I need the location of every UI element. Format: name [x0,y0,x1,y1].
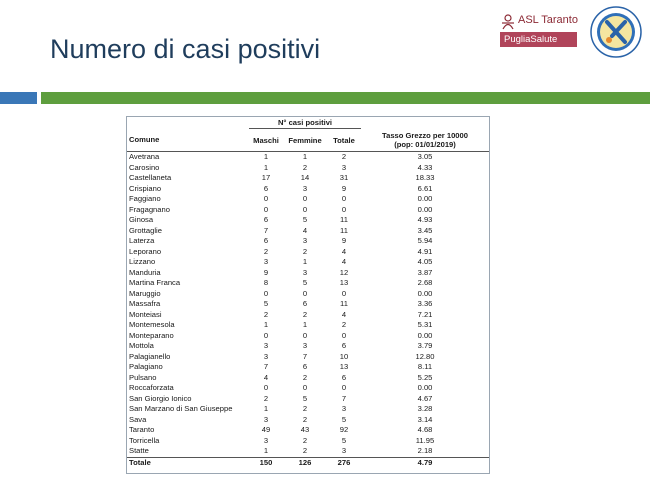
cell-maschi: 5 [263,299,269,308]
cell-femmine: 3 [302,183,308,193]
cell-femmine: 5 [302,215,308,224]
cell-totale: 6 [341,372,347,382]
cell-totale: 0 [341,383,347,392]
table-row [127,425,489,436]
cell-femmine: 7 [302,351,308,361]
table-row [127,436,489,447]
cell-comune: San Marzano di San Giuseppe [129,404,233,413]
table-row [127,320,489,331]
cell-maschi: 3 [263,341,269,350]
cell-tasso: 3.36 [417,299,433,308]
col-tasso-line2: (pop: 01/01/2019) [394,139,456,149]
cell-tasso: 3.05 [417,152,433,161]
cell-tasso: 3.28 [417,404,433,413]
cell-femmine: 0 [302,330,308,340]
cell-tasso: 4.33 [417,162,433,172]
cell-totale: 9 [341,183,347,193]
cell-comune: Carosino [129,162,160,172]
cell-totale: 9 [341,236,347,245]
cell-femmine: 2 [302,309,308,319]
cell-totale: 4 [341,257,347,266]
cell-tasso: 3.14 [417,414,433,424]
table-row [127,247,489,258]
cell-maschi: 9 [263,267,269,277]
cell-comune: Montemesola [129,320,175,329]
col-tasso [361,129,489,152]
table-row [127,194,489,205]
table-row [127,373,489,384]
cell-comune: Lizzano [129,257,156,266]
cell-totale: 7 [341,393,347,403]
cell-totale: 3 [341,404,347,413]
cell-comune: Maruggio [129,288,161,298]
table-row [127,352,489,363]
cell-femmine: 43 [300,425,310,434]
cell-femmine: 0 [302,288,308,298]
col-comune: Comune [129,135,160,145]
cell-totale: 5 [341,414,347,424]
table-row [127,310,489,321]
cell-femmine: 3 [302,341,308,350]
col-femmine: Femmine [288,135,322,145]
epidemiology-seal-logo [590,6,642,58]
table-row [127,173,489,184]
cell-totale: 0 [341,194,347,203]
cell-totale: 0 [341,288,347,298]
cell-femmine: 3 [302,267,308,277]
total-tasso: 4.79 [361,457,489,468]
cell-maschi: 3 [263,435,269,445]
cell-totale: 6 [341,341,347,350]
cell-totale: 13 [339,362,349,371]
table-row [127,184,489,195]
header-divider-green [41,92,650,104]
cell-tasso: 4.93 [417,215,433,224]
total-row [127,457,489,468]
asl-figure-icon [500,14,516,30]
table-row [127,331,489,342]
cell-maschi: 8 [263,278,269,287]
cell-tasso: 4.91 [417,246,433,256]
cell-totale: 10 [339,351,349,361]
asl-name: ASL Taranto [518,14,578,26]
cell-comune: Fragagnano [129,204,170,214]
cell-comune: Castellaneta [129,173,172,182]
cell-comune: Grottaglie [129,225,162,235]
table-row [127,163,489,174]
total-label: Totale [127,457,249,468]
table-row [127,362,489,373]
table-row [127,152,489,163]
cell-maschi: 2 [263,309,269,319]
cell-comune: Laterza [129,236,155,245]
total-maschi: 150 [249,457,283,468]
cell-femmine: 4 [302,225,308,235]
cell-tasso: 2.18 [417,446,433,455]
cell-tasso: 8.11 [417,362,433,371]
table-row [127,257,489,268]
cell-tasso: 5.94 [417,236,433,245]
cell-tasso: 5.25 [417,372,433,382]
cell-tasso: 11.95 [415,435,435,445]
table-row [127,205,489,216]
cell-totale: 5 [341,435,347,445]
cell-totale: 31 [339,173,349,182]
cell-tasso: 0.00 [417,288,433,298]
cell-femmine: 2 [302,162,308,172]
cell-tasso: 0.00 [417,383,433,392]
cell-maschi: 3 [263,414,269,424]
cell-femmine: 6 [302,362,308,371]
table-row [127,404,489,415]
cell-maschi: 17 [261,173,271,182]
col-maschi: Maschi [253,135,279,145]
cell-comune: Pulsano [129,372,157,382]
group-header: N° casi positivi [249,117,361,129]
cell-totale: 13 [339,278,349,287]
table-row [127,446,489,457]
cell-maschi: 0 [263,194,269,203]
col-tasso-line1: Tasso Grezzo per 10000 [382,130,468,140]
cell-maschi: 3 [263,351,269,361]
cell-maschi: 6 [263,236,269,245]
asl-taranto-logo [500,14,582,50]
cell-comune: Avetrana [129,152,160,161]
cell-comune: Ginosa [129,215,154,224]
cell-maschi: 1 [263,446,269,455]
cell-maschi: 6 [263,183,269,193]
cell-tasso: 12.80 [415,351,435,361]
table-row [127,415,489,426]
cell-femmine: 14 [300,173,310,182]
table-row [127,215,489,226]
cell-totale: 11 [340,215,348,224]
puglia-salute-badge: PugliaSalute [500,32,577,47]
cell-comune: San Giorgio Ionico [129,393,192,403]
cell-femmine: 0 [302,194,308,203]
cell-comune: Taranto [129,425,155,434]
table-row [127,236,489,247]
cell-comune: Sava [129,414,147,424]
cell-femmine: 1 [302,152,308,161]
cell-tasso: 2.68 [417,278,433,287]
table-row [127,394,489,405]
cell-femmine: 2 [302,414,308,424]
cell-maschi: 0 [263,288,269,298]
cell-maschi: 3 [263,257,269,266]
table-row [127,226,489,237]
cell-femmine: 5 [302,393,308,403]
cell-comune: Torricella [129,435,160,445]
cell-totale: 92 [339,425,349,434]
page-title: Numero di casi positivi [50,34,321,64]
cell-totale: 2 [341,320,347,329]
cell-maschi: 2 [263,393,269,403]
cell-comune: Monteiasi [129,309,162,319]
cell-comune: Martina Franca [129,278,181,287]
cell-femmine: 2 [302,435,308,445]
cell-maschi: 0 [263,330,269,340]
table-row [127,383,489,394]
cell-maschi: 1 [263,320,269,329]
cell-tasso: 4.67 [417,393,433,403]
cell-tasso: 4.05 [417,257,433,266]
cell-femmine: 1 [302,257,308,266]
cell-femmine: 1 [302,320,308,329]
total-femmine: 126 [283,457,327,468]
cell-femmine: 0 [302,204,308,214]
cell-totale: 3 [341,446,347,455]
cell-tasso: 0.00 [417,194,433,203]
cell-tasso: 0.00 [417,204,433,214]
cell-totale: 11 [340,225,348,235]
cell-femmine: 5 [302,278,308,287]
cell-comune: Palagiano [129,362,163,371]
cell-comune: Faggiano [129,194,161,203]
cell-totale: 0 [341,204,347,214]
cell-maschi: 4 [263,372,269,382]
cell-totale: 3 [341,162,347,172]
cell-tasso: 18.33 [415,173,435,182]
cell-tasso: 3.45 [417,225,433,235]
cell-femmine: 0 [302,383,308,392]
cell-comune: Statte [129,446,149,455]
cell-maschi: 0 [263,204,269,214]
cell-comune: Crispiano [129,183,162,193]
total-totale: 276 [327,457,361,468]
positive-cases-table [126,116,490,474]
cell-totale: 12 [339,267,349,277]
cell-maschi: 7 [263,362,269,371]
cell-tasso: 7.21 [417,309,433,319]
table-row [127,268,489,279]
cell-tasso: 4.68 [417,425,433,434]
cell-totale: 11 [340,299,348,308]
col-totale: Totale [333,135,355,145]
cell-femmine: 2 [302,372,308,382]
cell-maschi: 6 [263,215,269,224]
cell-comune: Monteparano [129,330,174,340]
cell-comune: Leporano [129,246,162,256]
table-row [127,278,489,289]
table-row [127,341,489,352]
cell-totale: 2 [341,152,347,161]
cell-maschi: 1 [263,152,269,161]
header-divider-blue [0,92,37,104]
cell-comune: Palagianello [129,351,171,361]
cell-maschi: 2 [263,246,269,256]
cell-femmine: 2 [302,446,308,455]
cell-totale: 4 [341,246,347,256]
cell-femmine: 6 [302,299,308,308]
cell-tasso: 6.61 [417,183,433,193]
cell-totale: 0 [341,330,347,340]
cell-tasso: 5.31 [417,320,433,329]
cell-comune: Manduria [129,267,161,277]
cell-comune: Massafra [129,299,161,308]
table-row [127,289,489,300]
cell-maschi: 1 [263,162,269,172]
cell-femmine: 3 [302,236,308,245]
cell-totale: 4 [341,309,347,319]
cell-tasso: 3.87 [417,267,433,277]
cell-tasso: 0.00 [417,330,433,340]
cell-comune: Mottola [129,341,154,350]
cell-maschi: 1 [263,404,269,413]
cell-maschi: 0 [263,383,269,392]
cell-maschi: 49 [261,425,271,434]
cell-tasso: 3.79 [417,341,433,350]
cell-femmine: 2 [302,404,308,413]
table-row [127,299,489,310]
cell-femmine: 2 [302,246,308,256]
cell-comune: Roccaforzata [129,383,174,392]
cell-maschi: 7 [263,225,269,235]
